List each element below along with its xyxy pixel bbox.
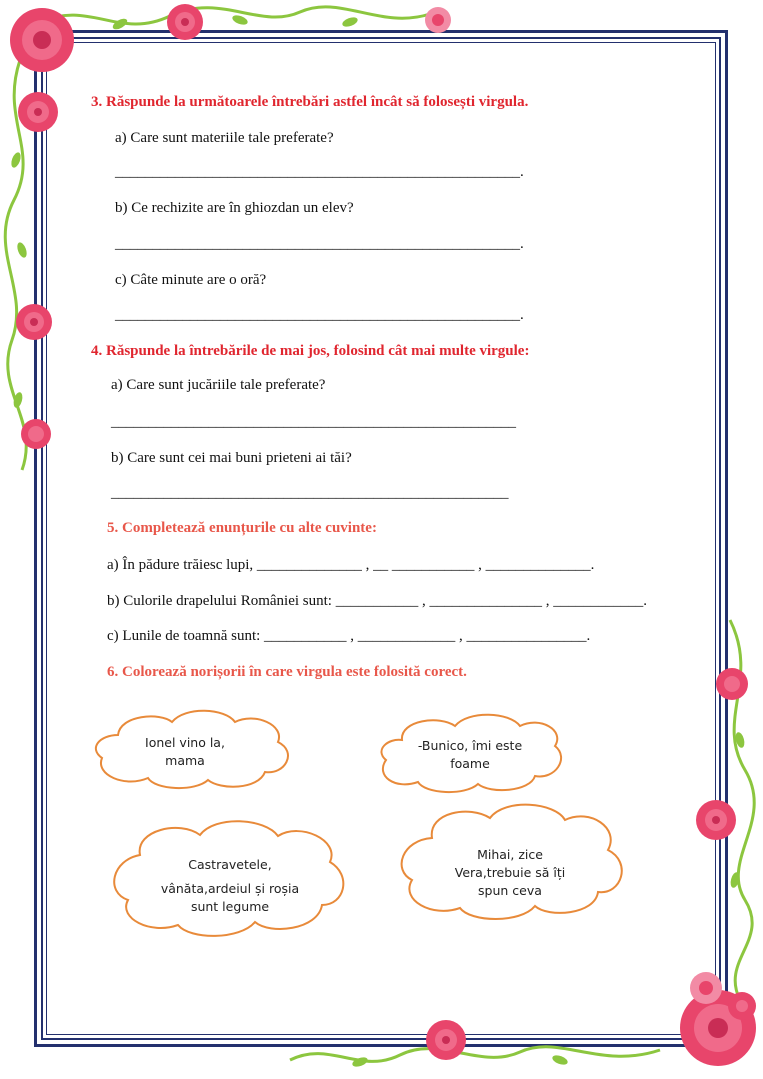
cloud-2-line1: -Bunico, îmi este xyxy=(417,738,523,753)
cloud-4-line1: Mihai, zice xyxy=(477,847,543,862)
cloud-4[interactable] xyxy=(425,846,595,900)
q3-answer-line-b[interactable]: ______________________________________________________. xyxy=(115,236,524,252)
cloud-1-line1: Ionel vino la, xyxy=(145,735,225,750)
q4-answer-line-b[interactable]: _____________________________________________________ xyxy=(111,485,509,501)
cloud-3-line2: vânăta,ardeiul și roșia xyxy=(160,881,300,896)
q3-question-c: c) Câte minute are o oră? xyxy=(115,272,267,288)
q3-heading: 3. Răspunde la următoarele întrebări astfel încât să folosești virgula. xyxy=(91,94,529,110)
cloud-3-line1: Castravetele, xyxy=(188,857,272,872)
cloud-3[interactable] xyxy=(140,853,320,919)
q3-question-a: a) Care sunt materiile tale preferate? xyxy=(115,130,334,146)
q3-question-b: b) Ce rechizite are în ghiozdan un elev? xyxy=(115,200,354,216)
q5-sentence-b[interactable]: b) Culorile drapelului României sunt: ___________ , _______________ , ____________. xyxy=(107,593,647,609)
q5-sentence-a[interactable]: a) În pădure trăiesc lupi, ______________ , __ ___________ , ______________. xyxy=(107,557,595,573)
cloud-2-line2: foame xyxy=(450,756,490,771)
cloud-4-line3: spun ceva xyxy=(478,883,542,898)
cloud-4-line2: Vera,trebuie să îți xyxy=(454,865,566,880)
cloud-3-line3: sunt legume xyxy=(190,899,270,914)
q3-answer-line-a[interactable]: ______________________________________________________. xyxy=(115,164,524,180)
cloud-1[interactable] xyxy=(120,734,250,770)
cloud-1-line2: mama xyxy=(165,753,205,768)
q6-heading: 6. Colorează norișorii în care virgula este folosită corect. xyxy=(107,664,467,680)
q4-answer-line-a[interactable]: ______________________________________________________ xyxy=(111,414,516,430)
cloud-2[interactable] xyxy=(395,737,545,773)
q4-question-a: a) Care sunt jucăriile tale preferate? xyxy=(111,377,326,393)
q5-sentence-c[interactable]: c) Lunile de toamnă sunt: ___________ , _____________ , ________________. xyxy=(107,628,591,644)
q3-answer-line-c[interactable]: ______________________________________________________. xyxy=(115,307,524,323)
q5-heading: 5. Completează enunțurile cu alte cuvinte: xyxy=(107,520,377,536)
q4-question-b: b) Care sunt cei mai buni prieteni ai tăi? xyxy=(111,450,352,466)
q4-heading: 4. Răspunde la întrebările de mai jos, folosind cât mai multe virgule: xyxy=(91,343,530,359)
